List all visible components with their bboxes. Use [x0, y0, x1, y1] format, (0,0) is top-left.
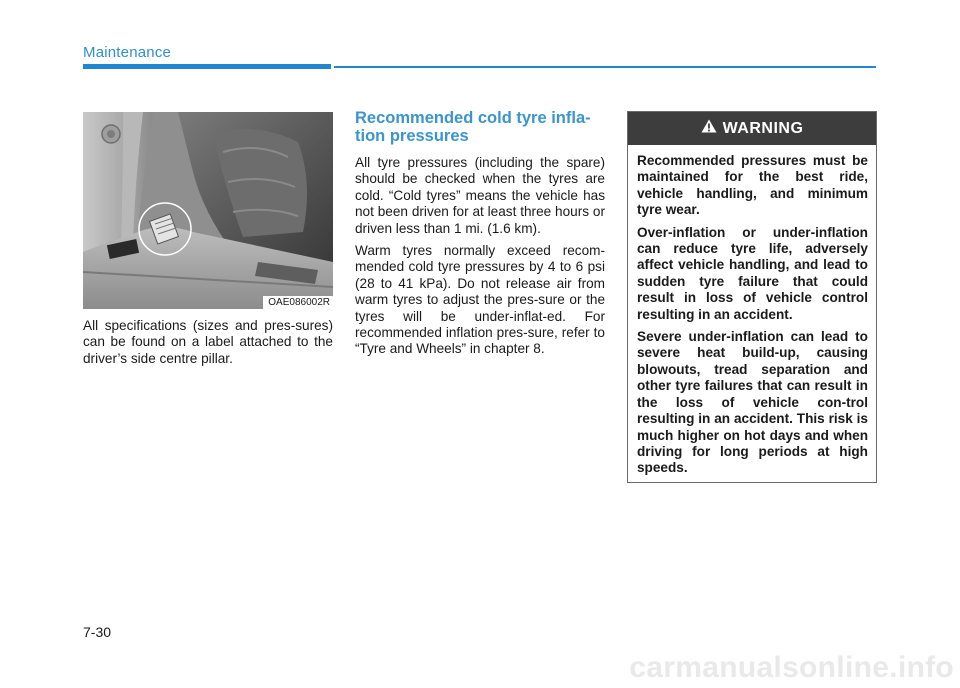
paragraph-warm-tyres: Warm tyres normally exceed recom-mended cold tyre pressures by 4 to 6 psi (28 to 41 kPa). Do not release air from warm tyres to adjust the pres-sure or the tyres will be under-inflat-ed. For recommended inflation pres-sure, refer to “Tyre and Wheels” in chapter 8.: [355, 243, 605, 357]
section-title: Maintenance: [83, 44, 172, 61]
warning-header: [628, 112, 876, 145]
warning-box: [627, 111, 877, 483]
paragraph-cold-tyres: All tyre pressures (including the spare) should be checked when the tyres are cold. “Cold tyres” means the vehicle has not been driven for at least three hours or driven less than 1 mi. (1.6 km).: [355, 155, 605, 236]
header-rule-thick: [83, 64, 331, 69]
label-location-paragraph: All specifications (sizes and pres-sures) can be found on a label attached to the driver’s side centre pillar.: [83, 318, 333, 366]
warning-paragraph-3: Severe under-inflation can lead to severe heat build-up, causing blowouts, tread separation and other tyre failures that can result in the loss of vehicle con-trol resulting in an accident. This risk is much higher on hot days and when driving for long periods at high speeds.: [637, 329, 868, 476]
page-number: 7-30: [83, 624, 112, 640]
door-pillar-photo: [83, 112, 333, 309]
warning-paragraph-1: Recommended pressures must be maintained for the best ride, vehicle handling, and minimum tyre wear.: [637, 153, 868, 218]
section-heading: Recommended cold tyre infla-tion pressures: [355, 109, 591, 145]
warning-triangle-icon: [701, 119, 717, 138]
figure-code: OAE086002R: [263, 296, 333, 309]
warning-title: WARNING: [722, 119, 804, 137]
column-1: [83, 318, 333, 367]
warning-paragraph-2: Over-inflation or under-inflation can reduce tyre life, adversely affect vehicle handling, and lead to sudden tyre failure that could result in loss of vehicle control resulting in an accident.: [637, 224, 868, 322]
column-2: [355, 110, 605, 358]
header-rule-thin: [334, 66, 876, 68]
watermark: carmanualsonline.info: [629, 651, 954, 684]
warning-body: [628, 145, 876, 477]
